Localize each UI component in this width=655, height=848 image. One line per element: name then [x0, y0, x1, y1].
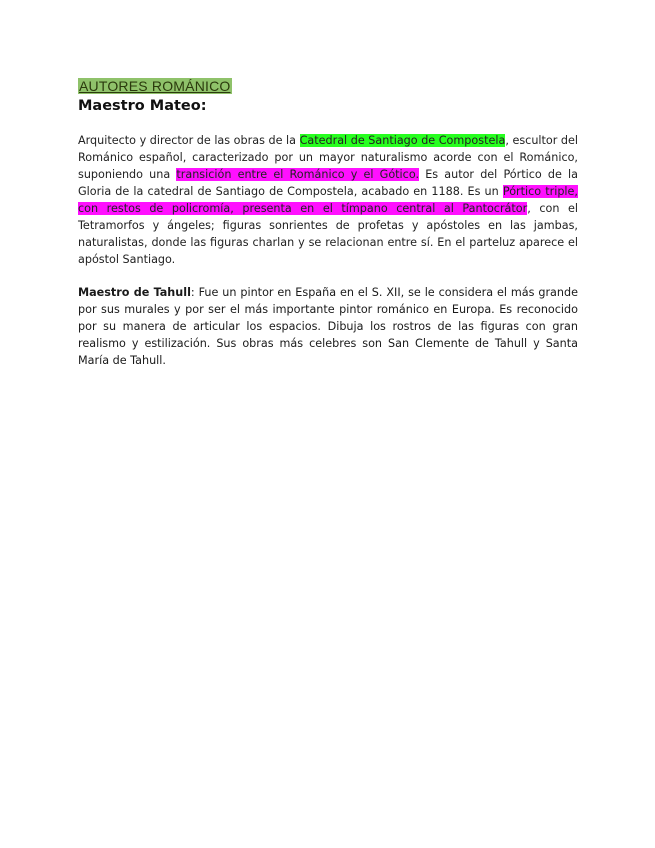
document-title: AUTORES ROMÁNICO	[79, 78, 231, 94]
paragraph-maestro-mateo	[78, 132, 578, 268]
paragraph-text: : Fue un pintor en España en el S. XII, se le considera el más grande por sus murales y por ser el más importante pintor románico en Europa. Es reconocido por su manera de articular los espacios. Dibuja los rostros de las figuras con gran realismo y estilización. Sus obras más celebres son San Clemente de Tahull y Santa María de Tahull.	[78, 286, 578, 367]
paragraph-text: , con el Tetramorfos y ángeles; figuras sonrientes de profetas y apóstoles en las jambas, naturalistas, donde las figuras charlan y se relacionan entre sí. En el parteluz aparece el apóstol Santiago.	[78, 202, 579, 266]
title-line	[78, 77, 578, 95]
highlight-magenta: Pórtico triple, con restos de policromía, presenta en el tímpano central al Pantocrátor	[78, 185, 578, 215]
section-heading: Maestro Mateo:	[78, 98, 207, 114]
paragraph-text: , escultor del Románico español, caracterizado por un mayor naturalismo acorde con el Románico, suponiendo una	[78, 134, 579, 181]
bold-term: Maestro de Tahull	[78, 286, 191, 299]
paragraph-text: Es autor del Pórtico de la Gloria de la catedral de Santiago de Compostela, acabado en 1188. Es un	[78, 168, 579, 198]
document-body	[78, 77, 578, 380]
highlight-magenta: transición entre el Románico y el Gótico.	[176, 168, 420, 181]
highlight-green: Catedral de Santiago de Compostela	[299, 134, 506, 147]
paragraph-text: Arquitecto y director de las obras de la	[78, 134, 300, 147]
paragraph-maestro-tahull	[78, 284, 578, 369]
